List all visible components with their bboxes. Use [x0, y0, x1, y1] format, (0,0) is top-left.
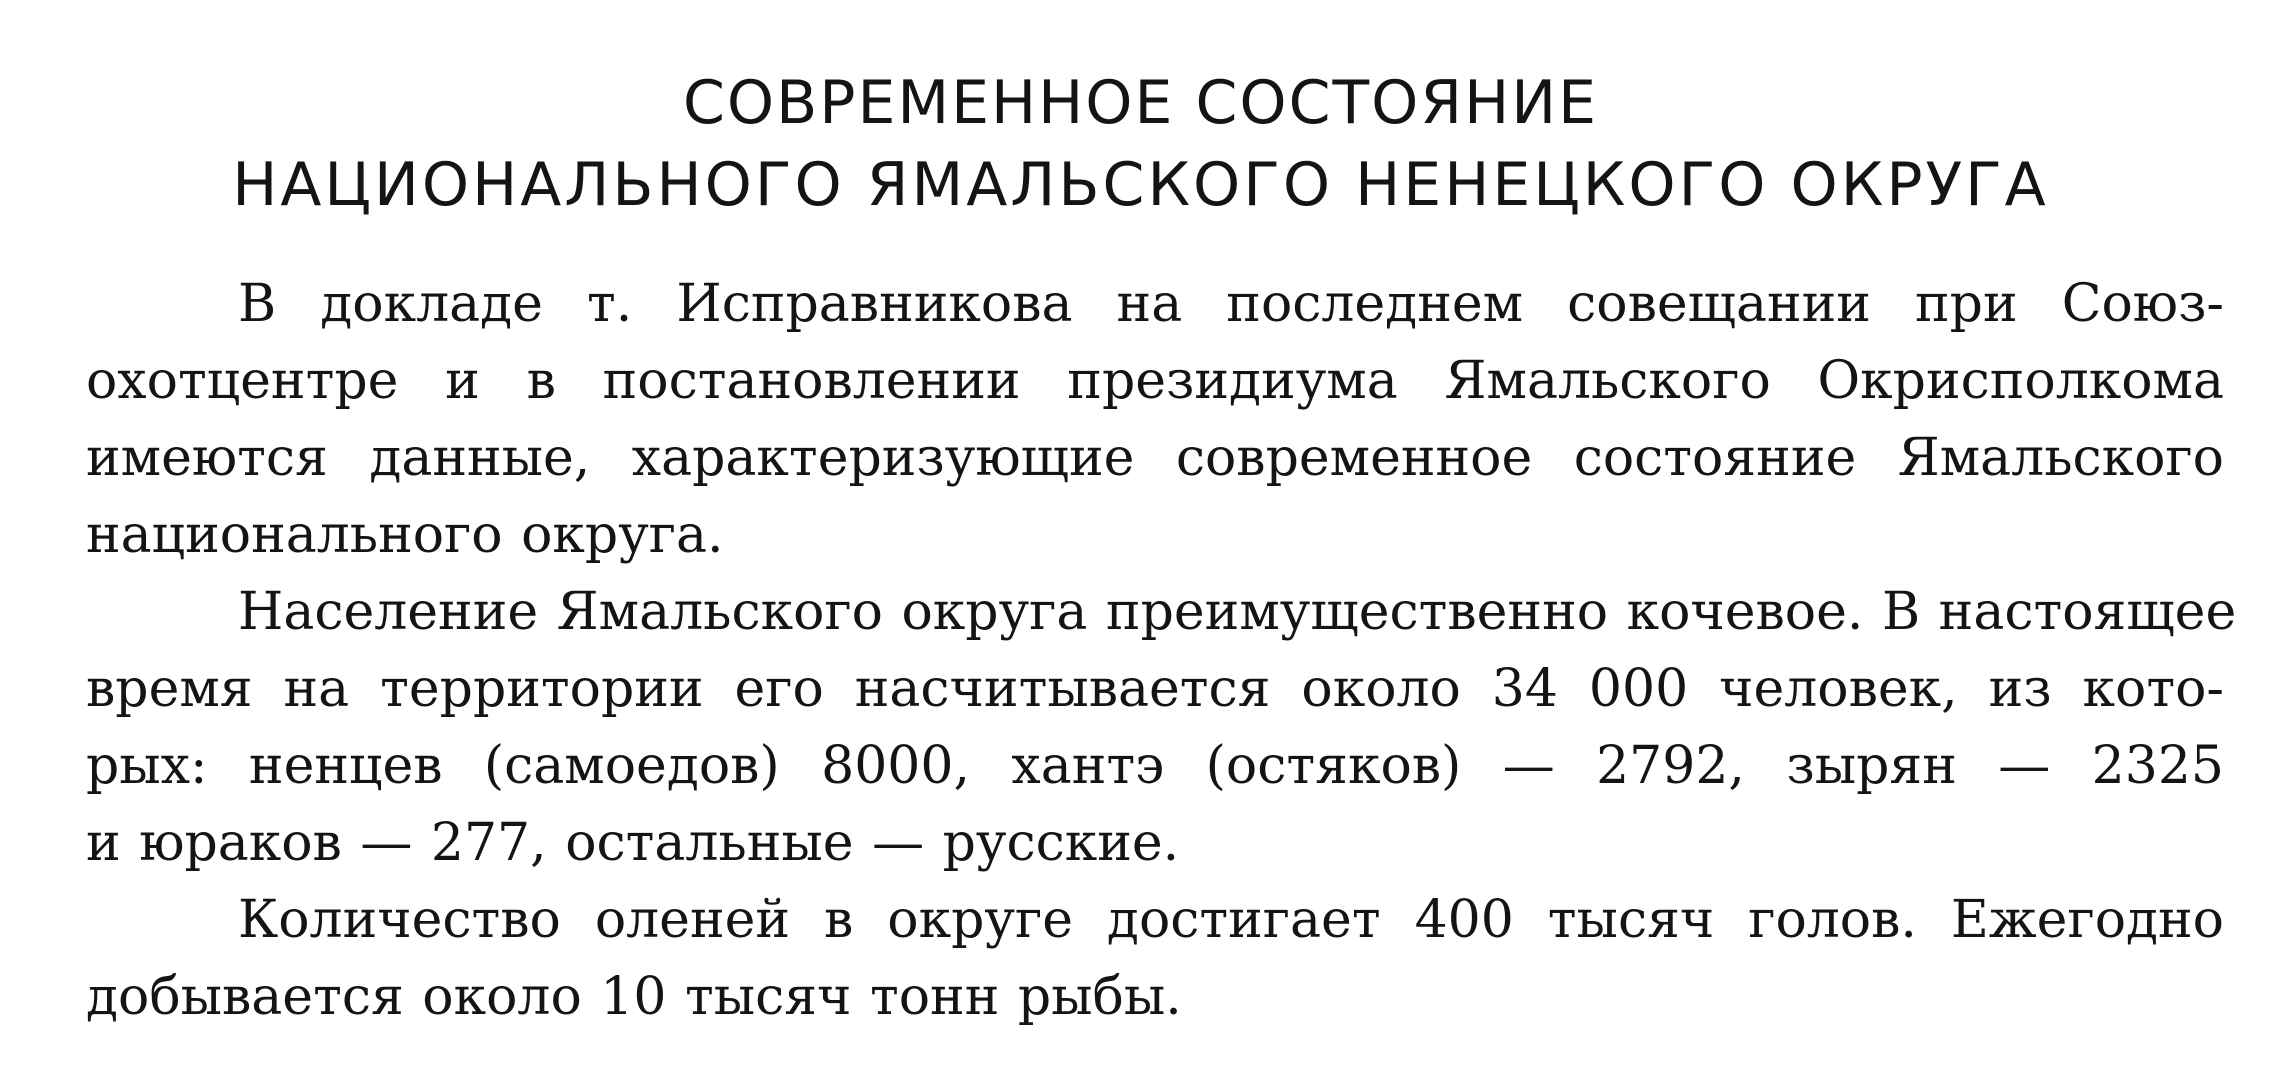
text-line: и юраков — 277, остальные — русские. — [86, 813, 1180, 873]
paragraph-3 — [86, 882, 2224, 1036]
text-line: охотцентре и в постановлении президиума Ямальского Окрисполкома — [86, 351, 2224, 411]
text-line: В докладе т. Исправникова на последнем совещании при Союз- — [238, 274, 2224, 334]
text-line: Количество оленей в округе достигает 400 тысяч голов. Ежегодно — [238, 890, 2224, 950]
article-title — [0, 62, 2281, 226]
article-body — [86, 266, 2237, 1036]
text-line: национального округа. — [86, 505, 724, 565]
title-line-1: СОВРЕМЕННОЕ СОСТОЯНИЕ — [683, 68, 1598, 138]
paragraph-1 — [86, 266, 2224, 574]
paragraph-2 — [86, 574, 2237, 882]
text-line: рых: ненцев (самоедов) 8000, хантэ (остяков) — 2792, зырян — 2325 — [86, 736, 2224, 796]
text-line: время на территории его насчитывается около 34 000 человек, из кото- — [86, 659, 2224, 719]
text-line: добывается около 10 тысяч тонн рыбы. — [86, 967, 1182, 1027]
text-line: имеются данные, характеризующие современное состояние Ямальского — [86, 428, 2224, 488]
text-line: Население Ямальского округа преимущественно кочевое. В настоящее — [238, 582, 2237, 642]
title-line-2: НАЦИОНАЛЬНОГО ЯМАЛЬСКОГО НЕНЕЦКОГО ОКРУГА — [232, 150, 2049, 220]
